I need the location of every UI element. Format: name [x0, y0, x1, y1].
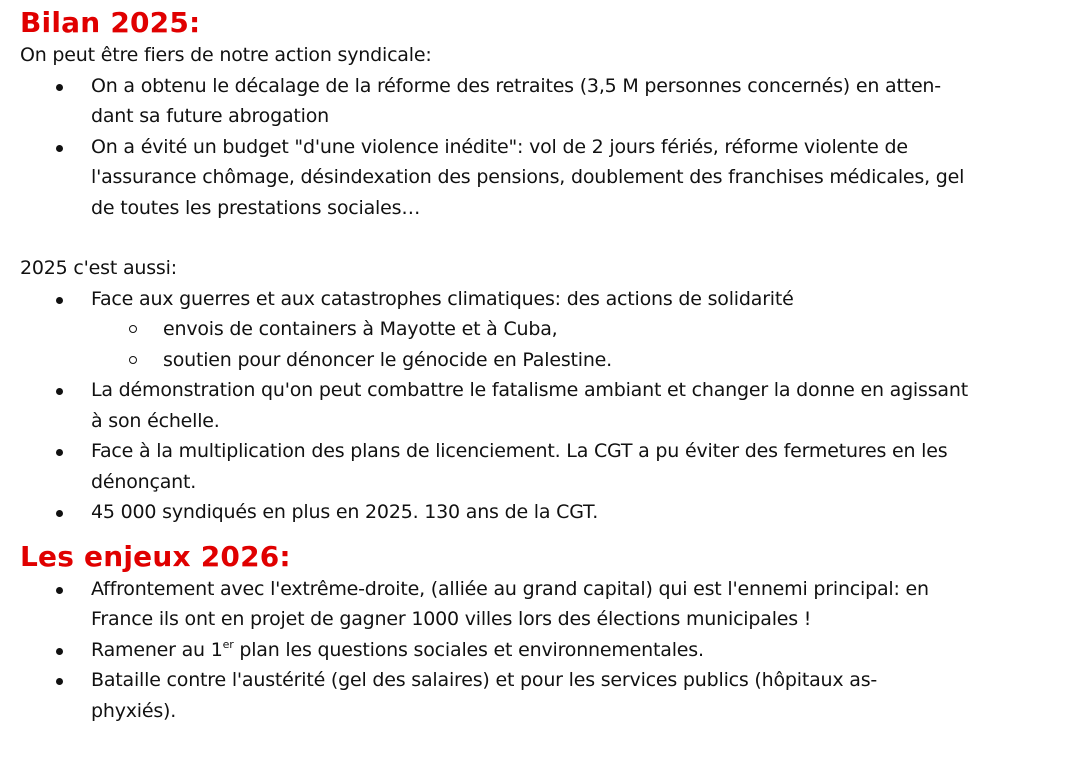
bullet-icon [56, 145, 63, 152]
aussi-item-syndiques-line-1: 45 000 syndiqués en plus en 2025. 130 ans de la CGT. [91, 501, 599, 523]
enjeux-item-questions-sociales [91, 635, 1057, 666]
bullet-icon [56, 84, 63, 91]
bilan-item-retraites-line-1: On a obtenu le décalage de la réforme des retraites (3,5 M personnes concernés) en atten- [91, 74, 941, 97]
aussi-item-solidarite [91, 284, 1057, 376]
bilan-intro: On peut être fiers de notre action syndicale: [20, 44, 432, 66]
enjeux-list [20, 574, 1057, 727]
bilan-item-budget-line-3: de toutes les prestations sociales… [91, 196, 421, 219]
enjeux-item-austerite-line-1: Bataille contre l'austérité (gel des salaires) et pour les services publics (hôpitaux as- [91, 669, 878, 691]
aussi-item-demonstration [91, 375, 1057, 436]
ramener-text-after: plan les questions sociales et environnementales. [233, 638, 704, 661]
enjeux-item-austerite-line-2: phyxiés). [91, 699, 177, 722]
bilan-item-budget-line-1: On a évité un budget "d'une violence inédite": vol de 2 jours fériés, réforme violente de [91, 135, 908, 158]
aussi-item-demonstration-line-2: à son échelle. [91, 409, 220, 432]
bilan-item-retraites-line-2: dant sa future abrogation [91, 105, 329, 127]
aussi-item-licenciement-line-1: Face à la multiplication des plans de licenciement. La CGT a pu éviter des fermetures en les [91, 440, 948, 462]
circle-bullet-icon [129, 356, 137, 364]
aussi-list [20, 284, 1057, 528]
bilan-list [20, 71, 1057, 224]
bullet-icon [56, 388, 63, 395]
enjeux-item-extreme-droite-line-1: Affrontement avec l'extrême-droite, (alliée au grand capital) qui est l'ennemi principal: en [91, 577, 929, 600]
enjeux-item-extreme-droite-line-2: France ils ont en projet de gagner 1000 villes lors des élections municipales ! [91, 608, 812, 630]
aussi-item-demonstration-line-1: La démonstration qu'on peut combattre le fatalisme ambiant et changer la donne en agissant [91, 379, 968, 401]
enjeux-heading: Les enjeux 2026: [20, 539, 291, 573]
enjeux-item-questions-sociales-line-1 [91, 635, 1057, 666]
sub-item-containers-text: envois de containers à Mayotte et à Cuba, [163, 318, 558, 340]
enjeux-item-extreme-droite [91, 574, 1057, 635]
bullet-icon [56, 648, 63, 655]
blank-line [20, 223, 1057, 253]
bilan-item-budget [91, 132, 1057, 224]
solidarite-sublist [91, 314, 1057, 375]
sub-item-palestine [163, 345, 1057, 376]
ordinal-superscript: er [222, 637, 234, 651]
bilan-heading: Bilan 2025: [20, 6, 201, 39]
bullet-icon [56, 449, 63, 456]
bilan-item-budget-line-2: l'assurance chômage, désindexation des pensions, doublement des franchises médicales, gel [91, 166, 965, 188]
sub-item-palestine-text: soutien pour dénoncer le génocide en Palestine. [163, 348, 613, 371]
enjeux-item-austerite [91, 665, 1057, 726]
bullet-icon [56, 297, 63, 304]
aussi-item-licenciement-line-2: dénonçant. [91, 470, 197, 493]
aussi-intro: 2025 c'est aussi: [20, 257, 177, 279]
circle-bullet-icon [129, 325, 137, 333]
bilan-item-retraites [91, 71, 1057, 132]
sub-item-containers [163, 314, 1057, 345]
ramener-text-before: Ramener au 1 [91, 638, 223, 661]
bullet-icon [56, 510, 63, 517]
aussi-item-solidarite-line-1: Face aux guerres et aux catastrophes climatiques: des actions de solidarité [91, 287, 794, 310]
bullet-icon [56, 587, 63, 594]
aussi-item-syndiques [91, 497, 1057, 528]
aussi-item-licenciement [91, 436, 1057, 497]
bullet-icon [56, 678, 63, 685]
